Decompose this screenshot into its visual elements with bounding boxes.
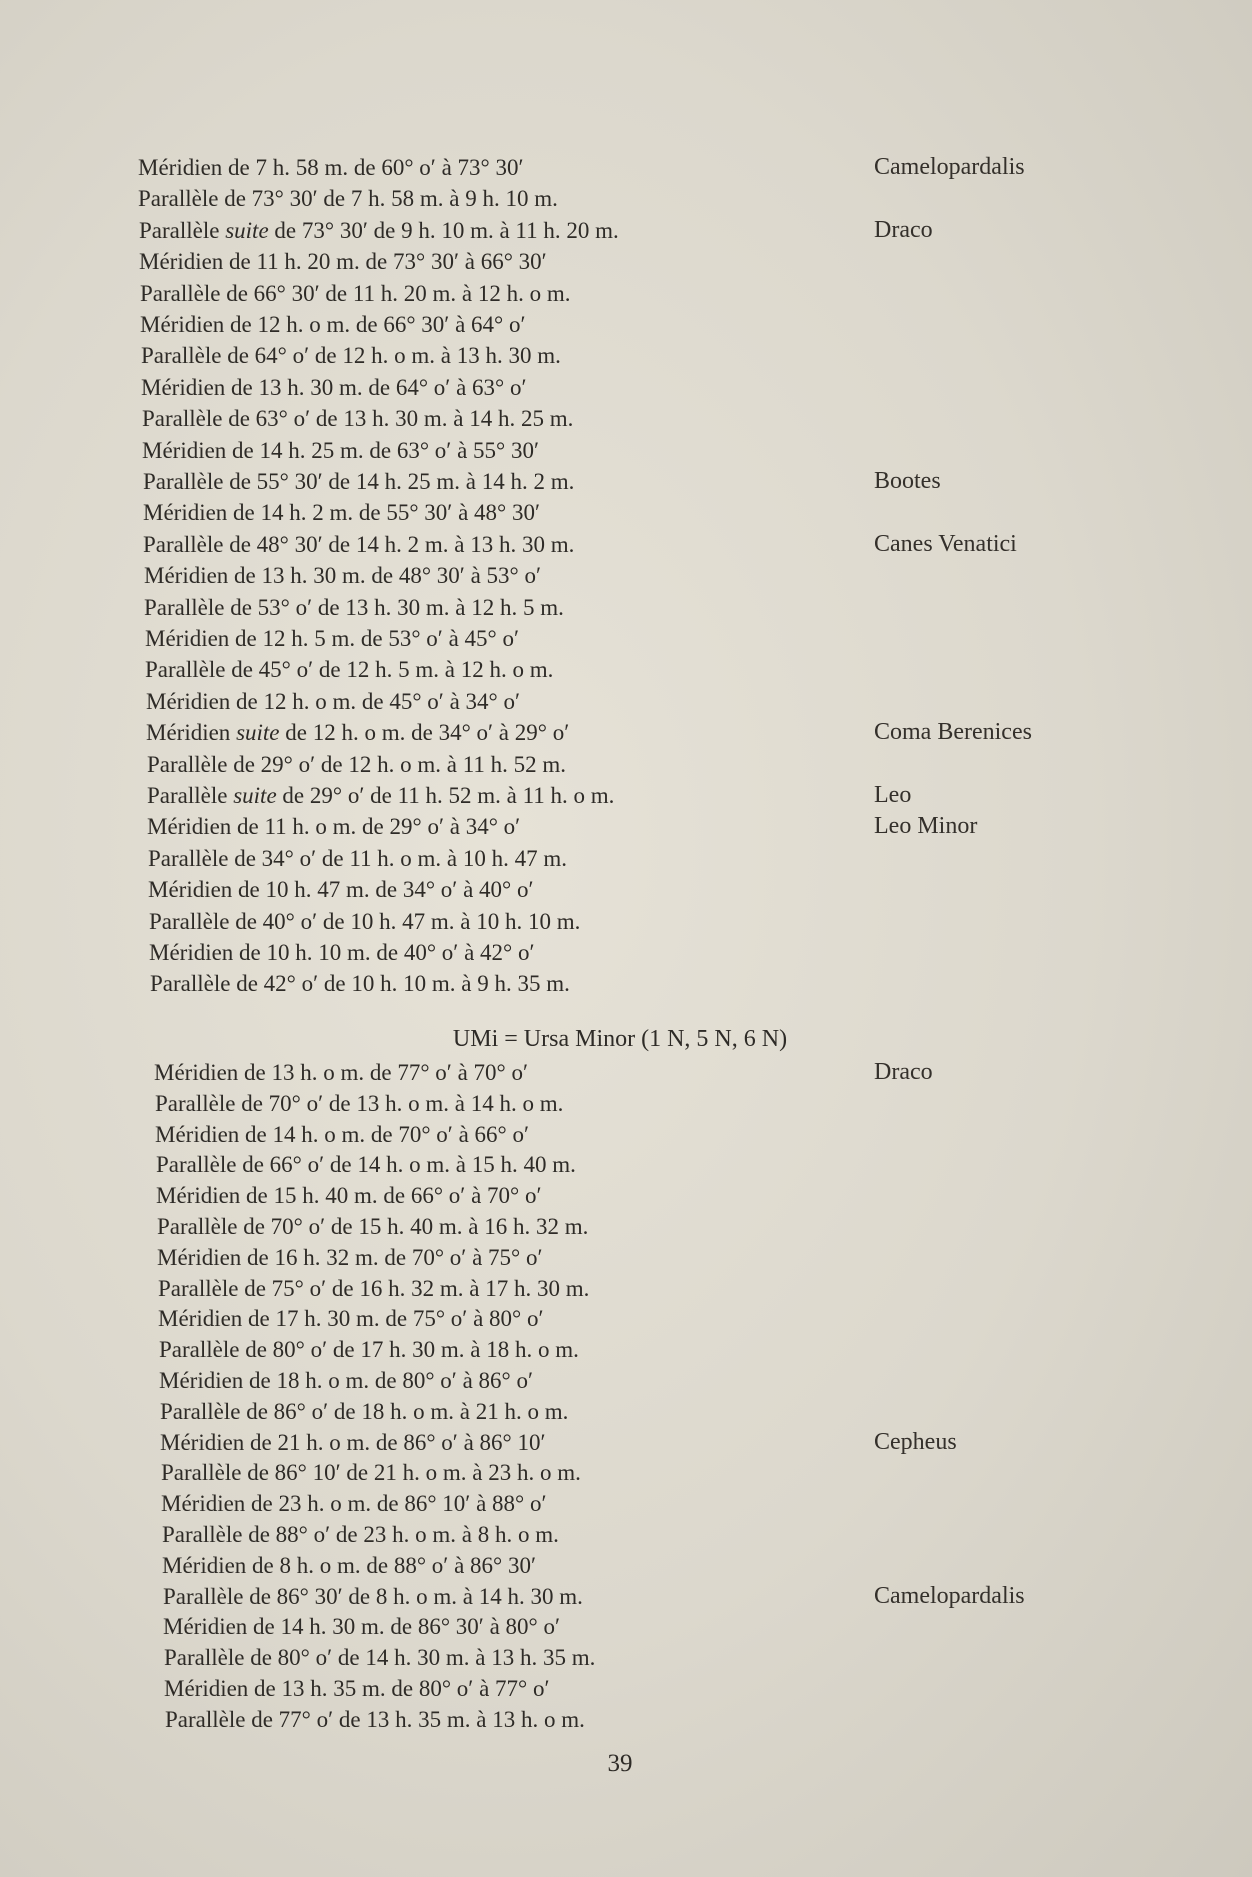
boundary-row — [0, 340, 1252, 371]
boundary-row — [0, 780, 1252, 811]
boundary-text: Méridien de 14 h. o m. de 70° o′ à 66° o′ — [155, 1121, 530, 1147]
page-number: 39 — [607, 1750, 633, 1777]
boundary-text: Méridien — [146, 720, 237, 746]
boundary-row — [0, 968, 1252, 999]
boundary-row — [0, 372, 1252, 403]
boundary-row — [0, 1396, 1252, 1427]
boundary-row — [0, 717, 1252, 748]
boundary-text: Parallèle de 70° o′ de 13 h. o m. à 14 h. o m. — [155, 1090, 564, 1116]
boundary-description — [146, 686, 520, 717]
boundary-description — [162, 1550, 536, 1581]
boundary-text: Parallèle de 53° o′ de 13 h. 30 m. à 12 h. 5 m. — [144, 594, 564, 620]
boundary-row — [0, 654, 1252, 685]
boundary-text: Méridien de 7 h. 58 m. de 60° o′ à 73° 30′ — [138, 155, 524, 180]
boundary-description — [164, 1673, 550, 1704]
boundary-text: Parallèle de 86° 30′ de 8 h. o m. à 14 h. 30 m. — [163, 1583, 583, 1609]
boundary-description — [157, 1211, 588, 1242]
boundary-row — [0, 1550, 1252, 1581]
boundary-description — [159, 1334, 579, 1365]
boundary-description — [141, 372, 527, 403]
boundary-description — [155, 1088, 563, 1119]
boundary-description — [142, 403, 573, 434]
boundary-text: Parallèle de 45° o′ de 12 h. 5 m. à 12 h. o m. — [145, 657, 554, 683]
boundary-text: Méridien de 12 h. 5 m. de 53° o′ à 45° o′ — [145, 626, 520, 651]
boundary-row — [0, 403, 1252, 434]
boundary-text: Parallèle de 63° o′ de 13 h. 30 m. à 14 h. 25 m. — [142, 406, 574, 432]
boundary-description — [149, 937, 535, 968]
boundary-text: Méridien de 14 h. 30 m. de 86° 30′ à 80° o′ — [163, 1614, 561, 1640]
boundary-row — [0, 1457, 1252, 1488]
boundary-description — [159, 1365, 533, 1396]
boundary-text: Méridien de 12 h. o m. de 45° o′ à 34° o′ — [146, 688, 521, 714]
boundary-row — [0, 152, 1252, 183]
boundary-row — [0, 592, 1252, 623]
boundary-row — [0, 1180, 1252, 1211]
boundary-row — [0, 1242, 1252, 1273]
boundary-row — [0, 843, 1252, 874]
boundary-text: Méridien de 18 h. o m. de 80° o′ à 86° o′ — [159, 1368, 534, 1393]
boundary-description — [143, 466, 574, 497]
boundary-text: Méridien de 11 h. o m. de 29° o′ à 34° o′ — [147, 814, 521, 840]
boundary-row — [0, 1211, 1252, 1242]
boundary-row — [0, 1519, 1252, 1550]
boundary-description — [141, 340, 561, 371]
boundary-description — [148, 874, 534, 905]
boundary-row — [0, 1149, 1252, 1180]
adjacent-constellation-label: Leo — [874, 782, 912, 808]
boundary-row — [0, 1488, 1252, 1519]
boundary-text: Parallèle de 40° o′ de 10 h. 47 m. à 10 h. 10 m. — [149, 908, 581, 934]
boundary-row — [0, 183, 1252, 214]
boundary-text: Parallèle de 29° o′ de 12 h. o m. à 11 h. 52 m. — [147, 751, 566, 777]
adjacent-constellation-label: Leo Minor — [874, 813, 978, 840]
boundary-row — [0, 215, 1252, 246]
boundary-text-continued: de 73° 30′ de 9 h. 10 m. à 11 h. 20 m. — [268, 217, 619, 243]
boundary-text: Méridien de 17 h. 30 m. de 75° o′ à 80° o′ — [158, 1306, 544, 1332]
boundary-text: Parallèle de 86° o′ de 18 h. o m. à 21 h. o m. — [160, 1398, 569, 1424]
boundary-text: Parallèle de 64° o′ de 12 h. o m. à 13 h. 30 m. — [141, 343, 561, 369]
boundary-description — [161, 1457, 581, 1488]
boundary-text-continued: de 12 h. o m. de 34° o′ à 29° o′ — [279, 720, 570, 746]
boundary-text: Parallèle de 70° o′ de 15 h. 40 m. à 16 h. 32 m. — [157, 1214, 589, 1239]
boundary-row — [0, 435, 1252, 466]
boundary-row — [0, 1088, 1252, 1119]
boundary-text: Parallèle de 80° o′ de 14 h. 30 m. à 13 h. 35 m. — [164, 1645, 596, 1671]
boundary-text: Parallèle — [147, 783, 234, 808]
adjacent-constellation-label: Bootes — [874, 468, 941, 494]
boundary-text-continued: de 29° o′ de 11 h. 52 m. à 11 h. o m. — [276, 783, 615, 808]
boundary-row — [0, 1673, 1252, 1704]
boundary-row — [0, 246, 1252, 277]
boundary-description — [144, 592, 564, 623]
boundary-description — [164, 1642, 595, 1673]
boundary-description — [156, 1180, 542, 1211]
boundary-description — [158, 1273, 589, 1304]
boundary-text: Méridien de 15 h. 40 m. de 66° o′ à 70° o′ — [156, 1183, 542, 1209]
boundary-text: Méridien de 13 h. 35 m. de 80° o′ à 77° o′ — [164, 1676, 550, 1701]
boundary-text: Parallèle de 66° 30′ de 11 h. 20 m. à 12 h. o m. — [140, 280, 571, 306]
boundary-row — [0, 686, 1252, 717]
boundary-description — [139, 215, 619, 246]
boundary-description — [140, 309, 526, 340]
boundary-description — [148, 843, 567, 874]
boundary-row — [0, 1273, 1252, 1304]
boundary-text: Parallèle de 55° 30′ de 14 h. 25 m. à 14 h. 2 m. — [143, 469, 575, 494]
boundary-description — [163, 1611, 560, 1642]
boundary-description — [147, 749, 566, 780]
boundary-text: Parallèle de 80° o′ de 17 h. 30 m. à 18 h. o m. — [159, 1337, 579, 1363]
boundary-description — [149, 906, 580, 937]
boundary-text: Méridien de 8 h. o m. de 88° o′ à 86° 30′ — [162, 1552, 537, 1578]
boundary-text: Méridien de 14 h. 25 m. de 63° o′ à 55° 30′ — [142, 437, 540, 463]
boundary-row — [0, 906, 1252, 937]
boundary-description — [165, 1704, 585, 1735]
boundary-description — [157, 1242, 543, 1273]
boundary-description — [154, 1057, 528, 1088]
boundary-row — [0, 278, 1252, 309]
adjacent-constellation-label: Cepheus — [874, 1428, 957, 1455]
boundary-text: Méridien de 23 h. o m. de 86° 10′ à 88° o′ — [161, 1491, 547, 1517]
boundary-text: Parallèle de 48° 30′ de 14 h. 2 m. à 13 h. 30 m. — [143, 531, 575, 557]
boundary-description — [145, 654, 553, 685]
boundary-description — [147, 811, 520, 842]
boundary-suite-marker: suite — [225, 217, 269, 243]
boundary-text: Méridien de 16 h. 32 m. de 70° o′ à 75° o′ — [157, 1244, 543, 1270]
adjacent-constellation-label: Draco — [874, 216, 933, 243]
boundary-row — [0, 749, 1252, 780]
boundary-row — [0, 1303, 1252, 1334]
boundary-description — [140, 278, 571, 309]
boundary-text: Méridien de 13 h. 30 m. de 64° o′ à 63° o′ — [141, 374, 527, 400]
section-heading: UMi = Ursa Minor (1 N, 5 N, 6 N) — [452, 1026, 788, 1052]
adjacent-constellation-label: Canes Venatici — [874, 530, 1017, 557]
boundary-description — [161, 1488, 547, 1519]
boundary-text: Méridien de 13 h. o m. de 77° o′ à 70° o′ — [154, 1060, 529, 1085]
boundary-text: Parallèle de 34° o′ de 11 h. o m. à 10 h. 47 m. — [148, 845, 567, 871]
boundary-description — [138, 152, 524, 183]
boundary-text: Parallèle de 77° o′ de 13 h. 35 m. à 13 h. o m. — [165, 1706, 585, 1732]
boundary-description — [142, 435, 539, 466]
adjacent-constellation-label: Camelopardalis — [874, 1582, 1025, 1609]
boundary-text: Méridien de 10 h. 10 m. de 40° o′ à 42° o′ — [149, 940, 535, 965]
boundary-text: Méridien de 10 h. 47 m. de 34° o′ à 40° o′ — [148, 877, 534, 903]
boundary-row — [0, 529, 1252, 560]
boundary-row — [0, 1334, 1252, 1365]
boundary-text: Méridien de 13 h. 30 m. de 48° 30′ à 53° o′ — [144, 563, 542, 589]
boundary-row — [0, 1581, 1252, 1612]
boundary-suite-marker: suite — [233, 783, 277, 808]
boundary-row — [0, 497, 1252, 528]
boundary-row — [0, 623, 1252, 654]
boundary-description — [163, 1581, 583, 1612]
adjacent-constellation-label: Coma Berenices — [874, 719, 1032, 746]
boundary-row — [0, 1427, 1252, 1458]
boundary-row — [0, 1704, 1252, 1735]
boundary-text: Parallèle de 75° o′ de 16 h. 32 m. à 17 h. 30 m. — [158, 1275, 590, 1301]
boundary-description — [155, 1119, 529, 1150]
boundary-text: Parallèle — [139, 217, 226, 243]
boundary-text: Méridien de 14 h. 2 m. de 55° 30′ à 48° 30′ — [143, 500, 541, 526]
boundary-description — [150, 968, 570, 999]
boundary-description — [147, 780, 614, 811]
boundary-row — [0, 1057, 1252, 1088]
boundary-row — [0, 466, 1252, 497]
boundary-text: Parallèle de 73° 30′ de 7 h. 58 m. à 9 h. 10 m. — [138, 186, 558, 212]
boundary-row — [0, 1119, 1252, 1150]
boundary-description — [160, 1427, 546, 1458]
adjacent-constellation-label: Camelopardalis — [874, 154, 1025, 180]
boundary-row — [0, 309, 1252, 340]
boundary-description — [143, 497, 540, 528]
boundary-row — [0, 811, 1252, 842]
boundary-text: Méridien de 12 h. o m. de 66° 30′ à 64° o′ — [140, 312, 526, 337]
boundary-text: Méridien de 11 h. 20 m. de 73° 30′ à 66° 30′ — [139, 249, 547, 275]
boundary-text: Parallèle de 86° 10′ de 21 h. o m. à 23 h. o m. — [161, 1460, 581, 1486]
boundary-row — [0, 937, 1252, 968]
boundary-description — [158, 1303, 544, 1334]
boundary-row — [0, 1611, 1252, 1642]
boundary-description — [156, 1149, 576, 1180]
adjacent-constellation-label: Draco — [874, 1059, 933, 1085]
boundary-row — [0, 1642, 1252, 1673]
boundary-text: Méridien de 21 h. o m. de 86° o′ à 86° 10′ — [160, 1429, 546, 1455]
boundary-row — [0, 874, 1252, 905]
boundary-description — [144, 560, 541, 591]
boundary-description — [146, 717, 569, 748]
boundary-description — [162, 1519, 559, 1550]
boundary-description — [145, 623, 519, 654]
boundary-row — [0, 560, 1252, 591]
boundary-description — [138, 183, 558, 214]
boundary-description — [139, 246, 547, 277]
boundary-row — [0, 1365, 1252, 1396]
boundary-text: Parallèle de 88° o′ de 23 h. o m. à 8 h. o m. — [162, 1522, 559, 1547]
boundary-suite-marker: suite — [236, 720, 280, 746]
boundary-text: Parallèle de 42° o′ de 10 h. 10 m. à 9 h. 35 m. — [150, 971, 570, 997]
boundary-description — [160, 1396, 568, 1427]
boundary-text: Parallèle de 66° o′ de 14 h. o m. à 15 h. 40 m. — [156, 1152, 576, 1178]
boundary-description — [143, 529, 574, 560]
